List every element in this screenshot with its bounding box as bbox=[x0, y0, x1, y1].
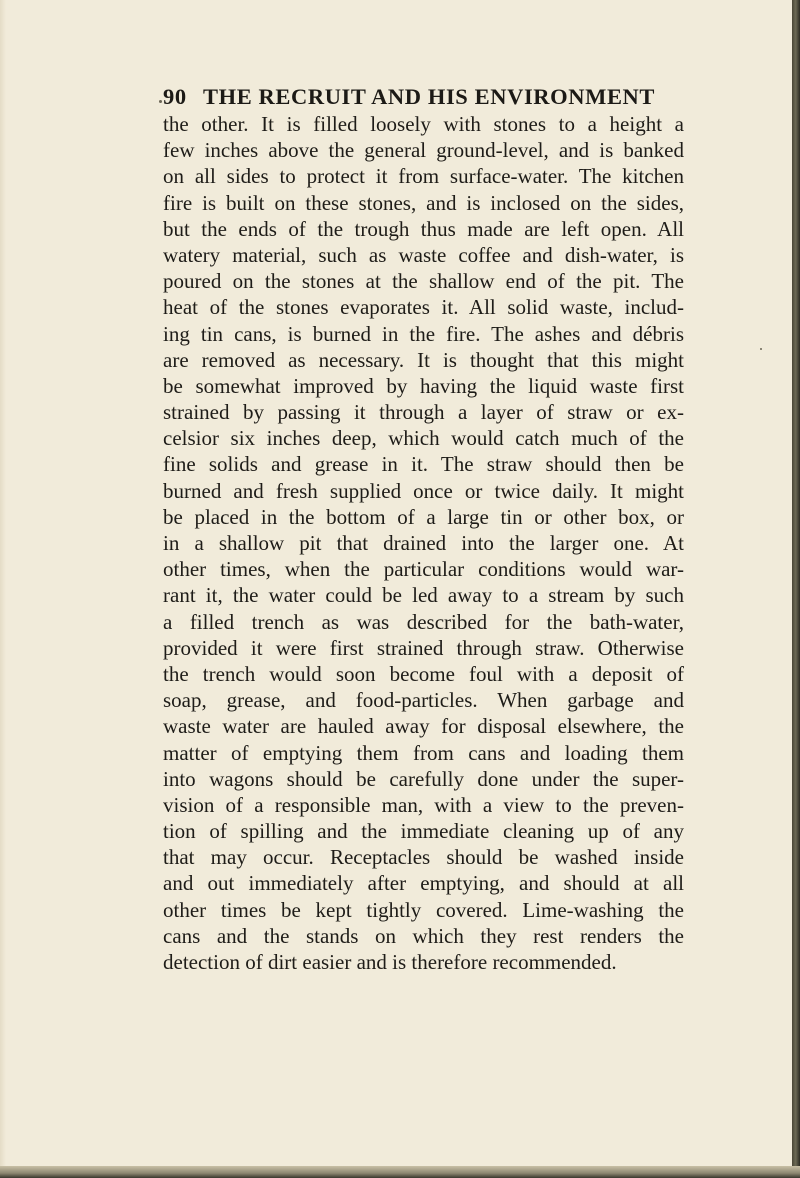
text-line: burned and fresh supplied once or twice daily. It might bbox=[163, 478, 684, 503]
body-paragraph bbox=[163, 111, 684, 975]
text-line: few inches above the general ground-level, and is banked bbox=[163, 138, 684, 163]
text-line: the trench would soon become foul with a deposit of bbox=[163, 661, 684, 686]
text-line: vision of a responsible man, with a view to the preven- bbox=[163, 792, 684, 817]
text-line: strained by passing it through a layer of straw or ex- bbox=[163, 400, 684, 425]
text-line: ing tin cans, is burned in the fire. The ashes and débris bbox=[163, 321, 684, 346]
text-line: watery material, such as waste coffee and dish-water, is bbox=[163, 242, 684, 267]
text-line: rant it, the water could be led away to a stream by such bbox=[163, 583, 684, 608]
ink-speck bbox=[760, 348, 762, 350]
text-line: a filled trench as was described for the bath-water, bbox=[163, 609, 684, 634]
running-title: THE RECRUIT AND HIS ENVIRONMENT bbox=[203, 84, 656, 109]
text-line: but the ends of the trough thus made are left open. All bbox=[163, 216, 684, 241]
text-line: celsior six inches deep, which would catch much of the bbox=[163, 426, 684, 451]
text-line: are removed as necessary. It is thought that this might bbox=[163, 347, 684, 372]
running-header bbox=[163, 84, 683, 110]
text-line: tion of spilling and the immediate cleaning up of any bbox=[163, 819, 684, 844]
book-binding-edge bbox=[792, 0, 800, 1178]
text-line: provided it were first strained through straw. Otherwise bbox=[163, 635, 684, 660]
text-line: on all sides to protect it from surface-water. The kitchen bbox=[163, 164, 684, 189]
text-line: matter of emptying them from cans and loading them bbox=[163, 740, 684, 765]
text-line: poured on the stones at the shallow end of the pit. The bbox=[163, 269, 684, 294]
text-line: cans and the stands on which they rest renders the bbox=[163, 923, 684, 948]
text-line: the other. It is filled loosely with stones to a height a bbox=[163, 112, 684, 136]
text-line: and out immediately after emptying, and should at all bbox=[163, 871, 684, 896]
text-line: waste water are hauled away for disposal elsewhere, the bbox=[163, 714, 684, 739]
text-line: other times be kept tightly covered. Lime-washing the bbox=[163, 897, 684, 922]
text-line: be placed in the bottom of a large tin or other box, or bbox=[163, 504, 684, 529]
text-line: soap, grease, and food-particles. When garbage and bbox=[163, 688, 684, 713]
text-line: be somewhat improved by having the liquid waste first bbox=[163, 373, 684, 398]
text-line: heat of the stones evaporates it. All solid waste, includ- bbox=[163, 295, 684, 320]
text-line: in a shallow pit that drained into the larger one. At bbox=[163, 531, 684, 555]
text-line: detection of dirt easier and is therefore recommended. bbox=[163, 950, 617, 974]
text-line: fire is built on these stones, and is inclosed on the sides, bbox=[163, 190, 684, 215]
text-line: fine solids and grease in it. The straw should then be bbox=[163, 452, 684, 477]
text-line: other times, when the particular conditions would war- bbox=[163, 557, 684, 582]
page-number: 90 bbox=[163, 84, 187, 109]
text-line: into wagons should be carefully done under the super- bbox=[163, 766, 684, 791]
ink-speck bbox=[159, 100, 162, 103]
page-bottom-edge bbox=[0, 1166, 800, 1178]
text-line: that may occur. Receptacles should be washed inside bbox=[163, 845, 684, 870]
